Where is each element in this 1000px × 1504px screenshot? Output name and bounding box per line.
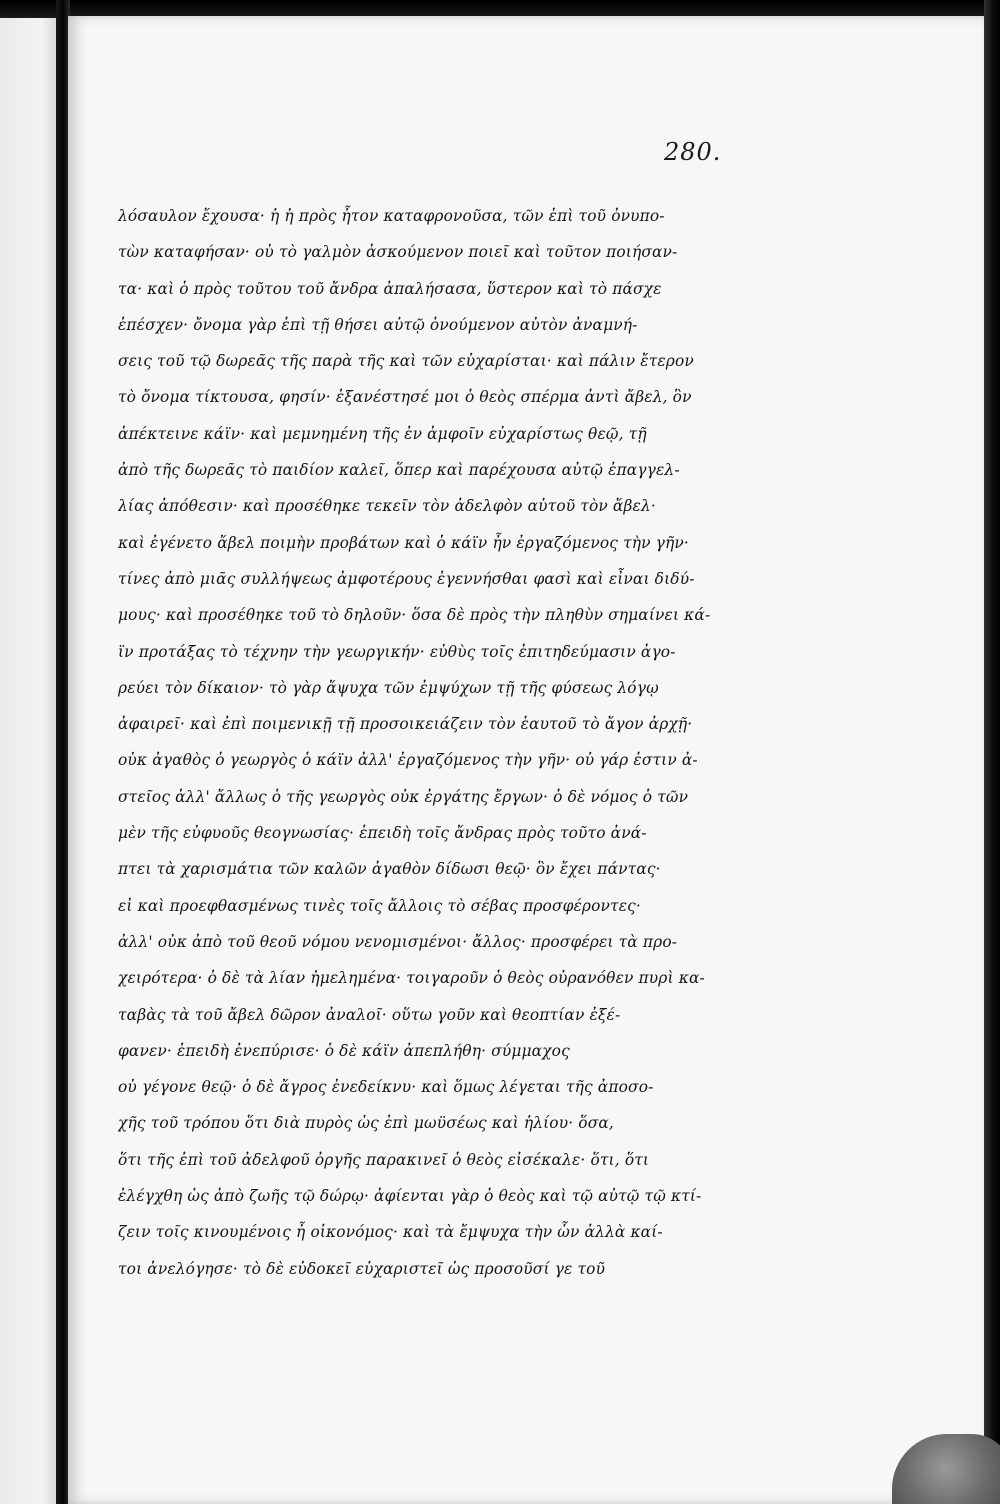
manuscript-line: τοι ἀνελόγησε· τὸ δὲ εὐδοκεῖ εὐχαριστεῖ ὡς προσοῦσί γε τοῦ [118, 1259, 606, 1278]
manuscript-line: ἀφαιρεῖ· καὶ ἐπὶ ποιμενικῇ τῇ προσοικειάζειν τὸν ἑαυτοῦ τὸ ἄγον ἀρχῇ· [118, 715, 693, 734]
manuscript-line: χῆς τοῦ τρόπου ὅτι διὰ πυρὸς ὡς ἐπὶ μωϋσέως καὶ ἡλίου· ὅσα, [118, 1114, 614, 1133]
page-number: 280. [664, 138, 722, 166]
manuscript-line: εἰ καὶ προεφθασμένως τινὲς τοῖς ἄλλοις τὸ σέβας προσφέροντες· [118, 896, 641, 915]
manuscript-line: ϊν προτάξας τὸ τέχνην τὴν γεωργικήν· εὐθὺς τοῖς ἐπιτηδεύμασιν ἀγο- [118, 642, 676, 661]
manuscript-line: λίας ἀπόθεσιν· καὶ προσέθηκε τεκεῖν τὸν ἀδελφὸν αὐτοῦ τὸν ἄβελ· [118, 497, 656, 516]
manuscript-line: μὲν τῆς εὐφυοῦς θεογνωσίας· ἐπειδὴ τοῖς ἄνδρας πρὸς τοῦτο ἀνά- [118, 824, 647, 843]
manuscript-line: καὶ ἐγένετο ἄβελ ποιμὴν προβάτων καὶ ὁ κάϊν ἦν ἐργαζόμενος τὴν γῆν· [118, 533, 689, 552]
manuscript-line: τὸ ὄνομα τίκτουσα, φησίν· ἐξανέστησέ μοι ὁ θεὸς σπέρμα ἀντὶ ἄβελ, ὃν [118, 388, 692, 407]
manuscript-line: τὼν καταφήσαν· οὐ τὸ γαλμὸν ἀσκούμενον ποιεῖ καὶ τοῦτον ποιήσαν- [118, 243, 678, 262]
manuscript-line: ρεύει τὸν δίκαιον· τὸ γὰρ ἄψυχα τῶν ἐμψύχων τῇ τῆς φύσεως λόγῳ [118, 678, 659, 697]
facing-page-edge [0, 18, 58, 1504]
manuscript-line: ὅτι τῆς ἐπὶ τοῦ ἀδελφοῦ ὀργῆς παρακινεῖ ὁ θεὸς εἰσέκαλε· ὅτι, ὅτι [118, 1150, 650, 1169]
manuscript-line: φανεν· ἐπειδὴ ἐνεπύρισε· ὁ δὲ κάϊν ἀπεπλήθη· σύμμαχος [118, 1041, 570, 1060]
scan-right-edge [984, 0, 1000, 1504]
manuscript-line: ἀπέκτεινε κάϊν· καὶ μεμνημένη τῆς ἐν ἀμφοῖν εὐχαρίστως θεῷ, τῇ [118, 424, 647, 443]
manuscript-line: μους· καὶ προσέθηκε τοῦ τὸ δηλοῦν· ὅσα δὲ πρὸς τὴν πληθὺν σημαίνει κά- [118, 606, 711, 625]
manuscript-line: ἀλλ' οὐκ ἀπὸ τοῦ θεοῦ νόμου νενομισμένοι· ἄλλος· προσφέρει τὰ προ- [118, 932, 678, 951]
manuscript-line: λόσαυλον ἔχουσα· ἡ ἡ πρὸς ἧτον καταφρονοῦσα, τῶν ἐπὶ τοῦ ὀνυπο- [118, 207, 665, 225]
manuscript-line: πτει τὰ χαρισμάτια τῶν καλῶν ἀγαθὸν δίδωσι θεῷ· ὃν ἔχει πάντας· [118, 860, 661, 879]
manuscript-line: ἐπέσχεν· ὄνομα γὰρ ἐπὶ τῇ θήσει αὐτῷ ὀνούμενον αὐτὸν ἀναμνή- [118, 315, 638, 334]
manuscript-line: στεῖος ἀλλ' ἄλλως ὁ τῆς γεωργὸς οὐκ ἐργάτης ἔργων· ὁ δὲ νόμος ὁ τῶν [118, 787, 689, 806]
manuscript-line: οὐκ ἀγαθὸς ὁ γεωργὸς ὁ κάϊν ἀλλ' ἐργαζόμενος τὴν γῆν· οὐ γάρ ἐστιν ἀ- [118, 751, 698, 770]
manuscript-line: οὐ γέγονε θεῷ· ὁ δὲ ἄγρος ἐνεδείκνυ· καὶ ὅμως λέγεται τῆς ἀποσο- [118, 1078, 654, 1097]
manuscript-line: χειρότερα· ὁ δὲ τὰ λίαν ἠμελημένα· τοιγαροῦν ὁ θεὸς οὐρανόθεν πυρὶ κα- [118, 969, 705, 988]
manuscript-line: τα· καὶ ὁ πρὸς τοῦτου τοῦ ἄνδρα ἀπαλήσασα, ὕστερον καὶ τὸ πάσχε [118, 279, 662, 298]
manuscript-line: τίνες ἀπὸ μιᾶς συλλήψεως ἀμφοτέρους ἐγεννήσθαι φασὶ καὶ εἶναι διδύ- [118, 569, 695, 588]
manuscript-line: ζειν τοῖς κινουμένοις ἦ οἰκονόμος· καὶ τὰ ἔμψυχα τὴν ὧν ἀλλὰ καί- [118, 1223, 663, 1242]
manuscript-line: ἐλέγχθη ὡς ἀπὸ ζωῆς τῷ δώρῳ· ἀφίενται γὰρ ὁ θεὸς καὶ τῷ αὐτῷ τῷ κτί- [118, 1187, 702, 1206]
handwritten-text-block [118, 198, 718, 1287]
manuscript-line: ἀπὸ τῆς δωρεᾶς τὸ παιδίον καλεῖ, ὅπερ καὶ παρέχουσα αὐτῷ ἐπαγγελ- [118, 461, 680, 480]
manuscript-line: σεις τοῦ τῷ δωρεᾶς τῆς παρὰ τῆς καὶ τῶν εὐχαρίσται· καὶ πάλιν ἔτερον [118, 352, 694, 371]
manuscript-line: ταβὰς τὰ τοῦ ἄβελ δῶρον ἀναλοῖ· οὕτω γοῦν καὶ θεοπτίαν ἐξέ- [118, 1005, 621, 1024]
